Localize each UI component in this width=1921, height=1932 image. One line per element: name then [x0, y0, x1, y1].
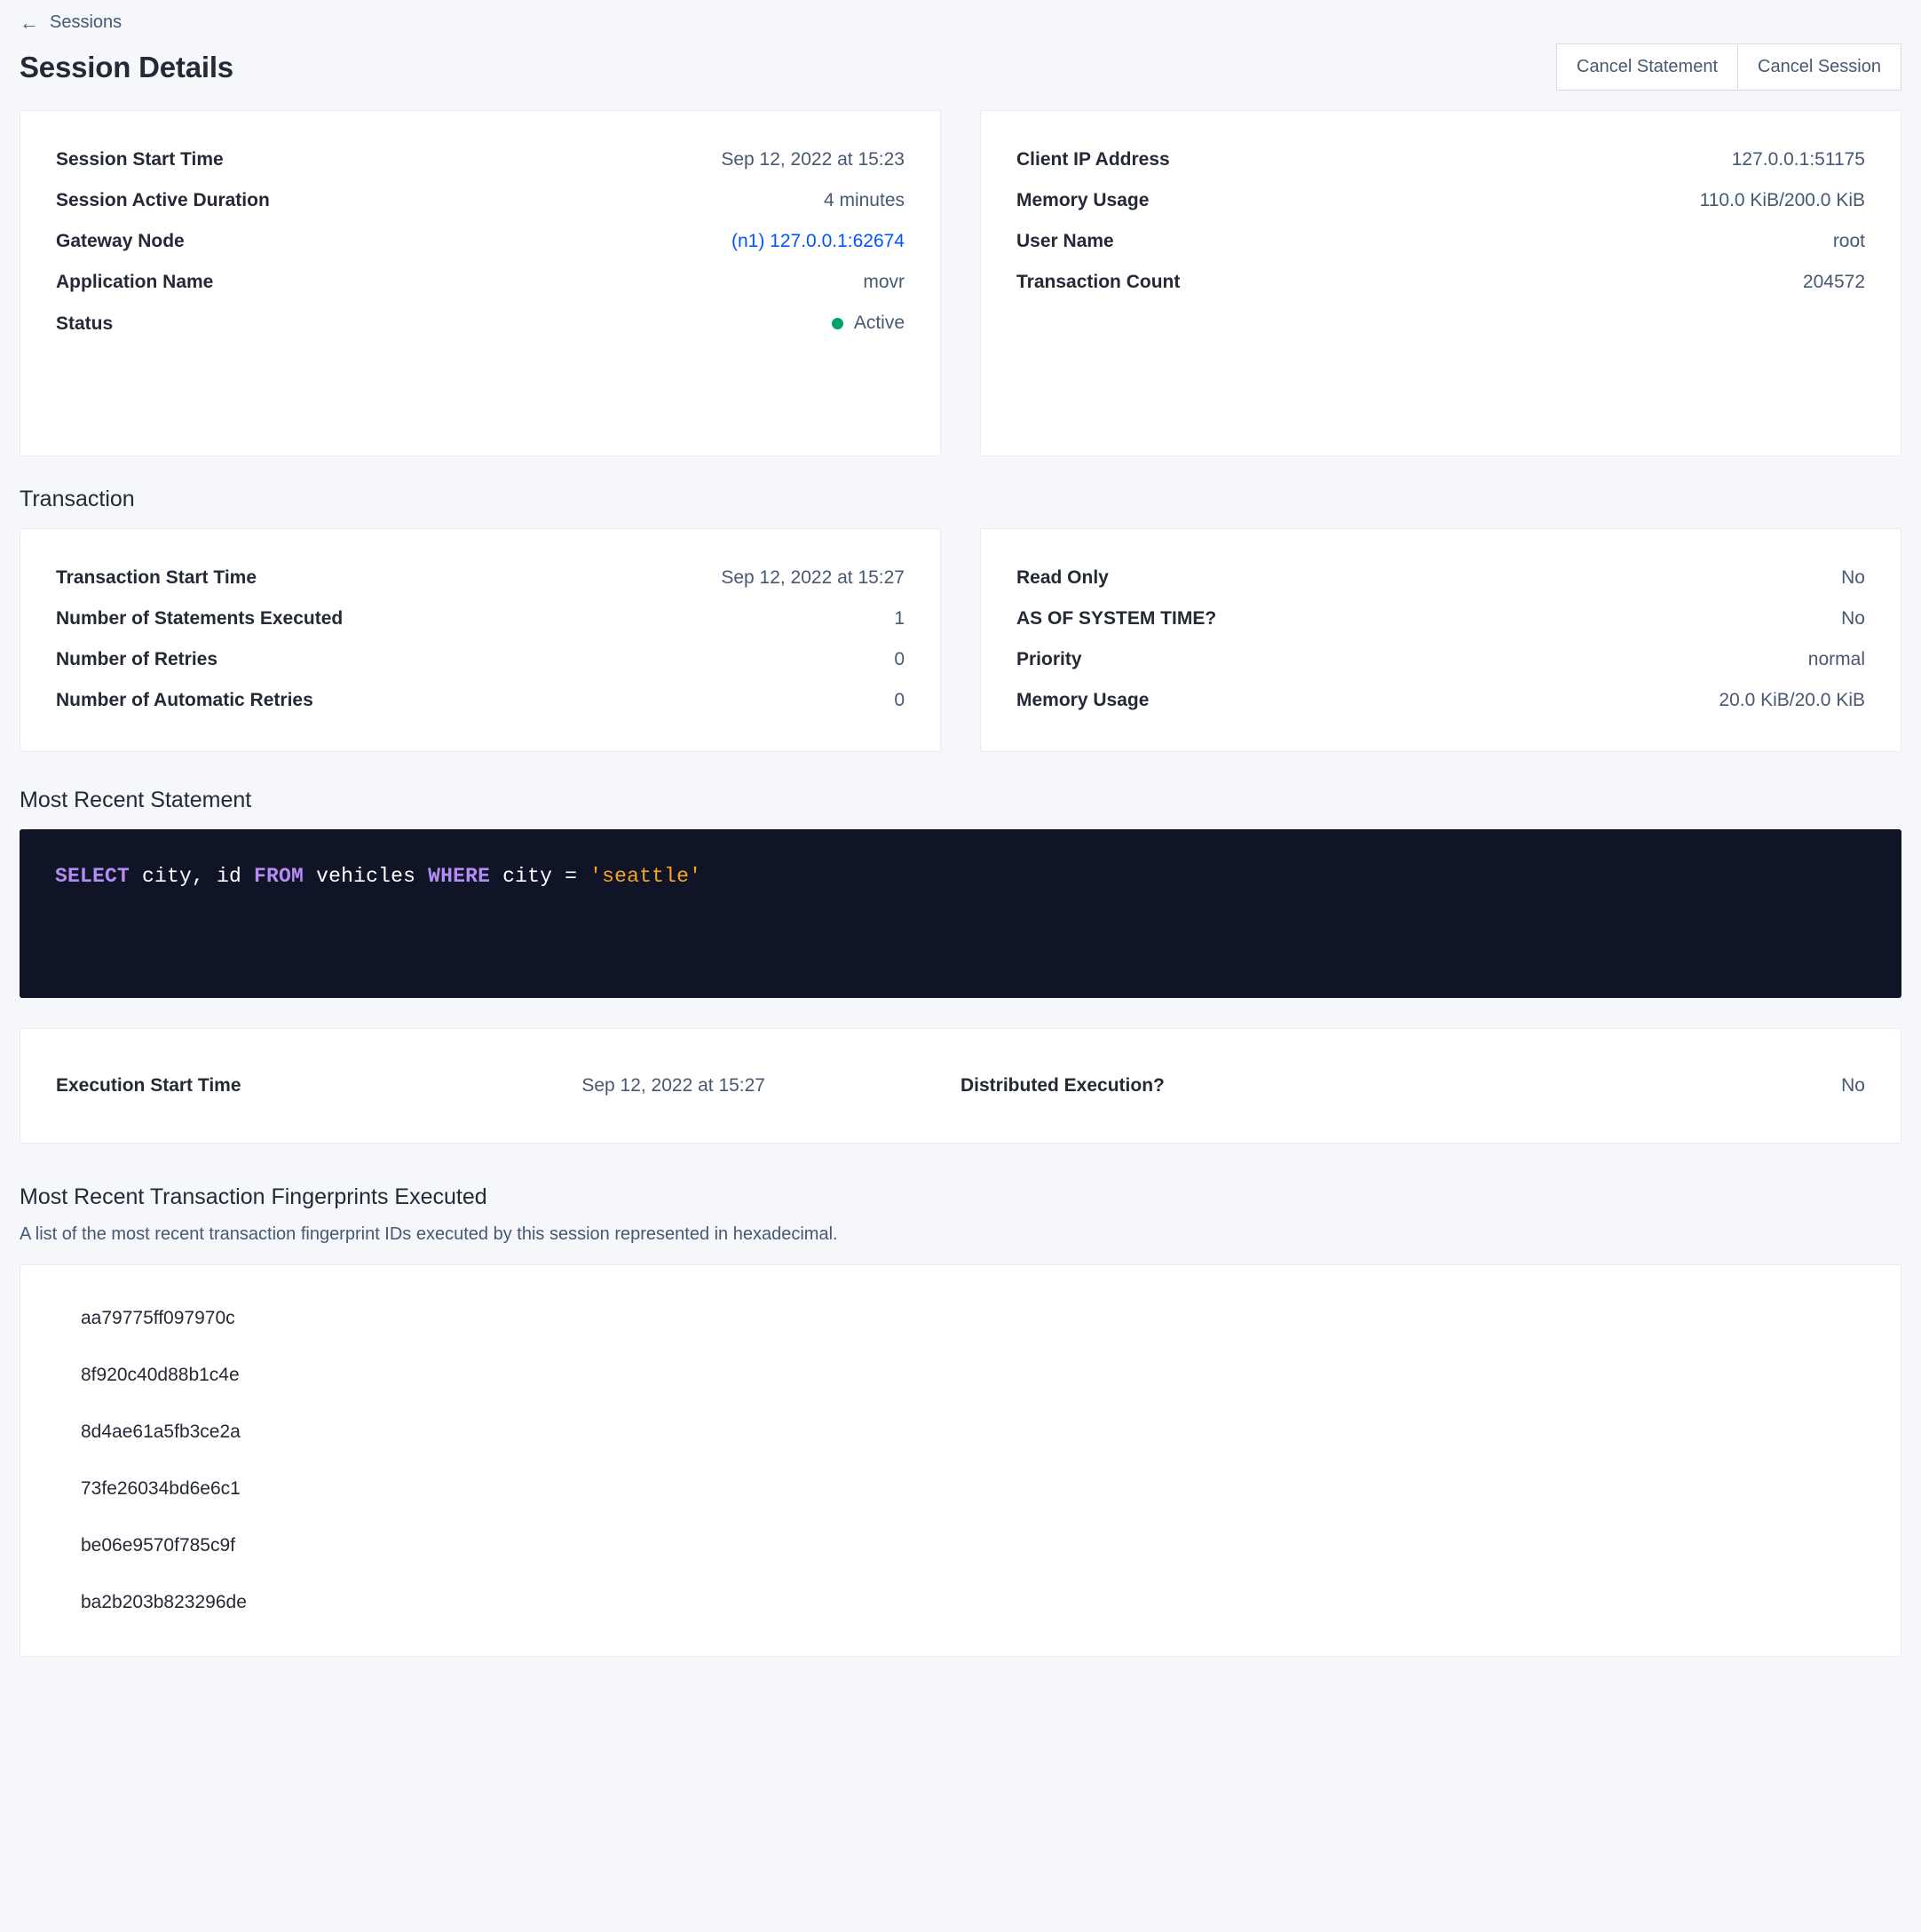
- session-start-time-value: Sep 12, 2022 at 15:23: [721, 149, 905, 170]
- sql-statement-box: [20, 829, 1901, 998]
- client-ip-row: [1016, 139, 1865, 180]
- fingerprints-list: [20, 1264, 1901, 1657]
- list-item: 73fe26034bd6e6c1: [81, 1478, 241, 1499]
- status-row: [56, 303, 905, 344]
- session-active-duration-value: 4 minutes: [823, 190, 905, 210]
- transaction-count-label: Transaction Count: [1016, 272, 1181, 292]
- transaction-start-time-label: Transaction Start Time: [56, 567, 257, 588]
- breadcrumb-sessions-link[interactable]: Sessions: [50, 12, 123, 32]
- sql-keyword-from: FROM: [254, 865, 304, 888]
- retries-label: Number of Retries: [56, 649, 218, 669]
- list-item: ba2b203b823296de: [81, 1592, 247, 1612]
- session-overview: [20, 110, 1901, 456]
- distributed-execution-value: No: [1841, 1075, 1865, 1096]
- statements-executed-row: [56, 598, 905, 639]
- priority-row: [1016, 639, 1865, 680]
- execution-start-time-label: Execution Start Time: [56, 1075, 241, 1096]
- session-details-card-left: [20, 110, 941, 456]
- read-only-label: Read Only: [1016, 567, 1109, 588]
- transaction-count-value: 204572: [1802, 272, 1865, 292]
- user-name-label: User Name: [1016, 231, 1114, 251]
- sql-string-literal: 'seattle': [589, 865, 702, 888]
- sql-keyword-where: WHERE: [428, 865, 491, 888]
- sql-keyword-select: SELECT: [55, 865, 130, 888]
- distributed-execution-row: [960, 1056, 1865, 1116]
- application-name-row: [56, 262, 905, 303]
- statements-executed-value: 1: [894, 608, 905, 629]
- user-name-row: [1016, 221, 1865, 262]
- gateway-node-link[interactable]: (n1) 127.0.0.1:62674: [731, 231, 905, 251]
- cancel-session-button[interactable]: Cancel Session: [1737, 44, 1901, 91]
- session-active-duration-label: Session Active Duration: [56, 190, 270, 210]
- transaction-memory-usage-row: [1016, 680, 1865, 721]
- read-only-value: No: [1841, 567, 1865, 588]
- memory-usage-row: [1016, 180, 1865, 221]
- session-active-duration-row: [56, 180, 905, 221]
- automatic-retries-value: 0: [894, 690, 905, 710]
- user-name-value: root: [1832, 231, 1865, 251]
- sql-columns: city, id: [130, 865, 255, 888]
- session-start-time-row: [56, 139, 905, 180]
- client-ip-value: 127.0.0.1:51175: [1731, 149, 1865, 170]
- header-actions: [1556, 44, 1901, 91]
- as-of-system-time-value: No: [1841, 608, 1865, 629]
- read-only-row: [1016, 558, 1865, 598]
- execution-card: [20, 1028, 1901, 1144]
- status-value: Active: [853, 313, 905, 333]
- status-label: Status: [56, 313, 114, 334]
- gateway-node-row: [56, 221, 905, 262]
- priority-value: normal: [1807, 649, 1865, 669]
- statements-executed-label: Number of Statements Executed: [56, 608, 344, 629]
- list-item: aa79775ff097970c: [81, 1308, 235, 1328]
- transaction-memory-usage-value: 20.0 KiB/20.0 KiB: [1719, 690, 1865, 710]
- transaction-card-right: [980, 528, 1901, 752]
- list-item: 8d4ae61a5fb3ce2a: [81, 1421, 241, 1442]
- sql-table: vehicles: [304, 865, 429, 888]
- page-header: [20, 36, 1901, 110]
- breadcrumb[interactable]: [20, 0, 1901, 36]
- retries-row: [56, 639, 905, 680]
- transaction-card-left: [20, 528, 941, 752]
- transaction-overview: [20, 528, 1901, 752]
- cancel-statement-button[interactable]: Cancel Statement: [1556, 44, 1737, 91]
- application-name-value: movr: [863, 272, 905, 292]
- fingerprints-description: A list of the most recent transaction fingerprint IDs executed by this session represented in hexadecimal.: [20, 1224, 838, 1244]
- session-start-time-label: Session Start Time: [56, 149, 224, 170]
- retries-value: 0: [894, 649, 905, 669]
- transaction-section-label: Transaction: [20, 487, 135, 511]
- status-dot-icon: [832, 318, 843, 329]
- as-of-system-time-label: AS OF SYSTEM TIME?: [1016, 608, 1217, 629]
- priority-label: Priority: [1016, 649, 1082, 669]
- sql-predicate: city =: [490, 865, 590, 888]
- memory-usage-label: Memory Usage: [1016, 190, 1150, 210]
- gateway-node-label: Gateway Node: [56, 231, 185, 251]
- application-name-label: Application Name: [56, 272, 214, 292]
- status-badge: [832, 313, 905, 334]
- execution-start-time-value: Sep 12, 2022 at 15:27: [581, 1075, 765, 1096]
- client-ip-label: Client IP Address: [1016, 149, 1170, 170]
- list-item: 8f920c40d88b1c4e: [81, 1365, 240, 1385]
- list-item: be06e9570f785c9f: [81, 1535, 235, 1556]
- distributed-execution-label: Distributed Execution?: [960, 1075, 1165, 1096]
- most-recent-statement-label: Most Recent Statement: [20, 788, 252, 812]
- transaction-memory-usage-label: Memory Usage: [1016, 690, 1150, 710]
- automatic-retries-label: Number of Automatic Retries: [56, 690, 313, 710]
- fingerprints-heading: Most Recent Transaction Fingerprints Executed: [20, 1184, 487, 1209]
- automatic-retries-row: [56, 680, 905, 721]
- session-details-card-right: [980, 110, 1901, 456]
- arrow-left-icon: ←: [20, 11, 39, 34]
- execution-start-time-row: [56, 1056, 960, 1116]
- transaction-start-time-row: [56, 558, 905, 598]
- transaction-count-row: [1016, 262, 1865, 303]
- page-title: Session Details: [20, 50, 233, 83]
- transaction-start-time-value: Sep 12, 2022 at 15:27: [721, 567, 905, 588]
- as-of-system-time-row: [1016, 598, 1865, 639]
- memory-usage-value: 110.0 KiB/200.0 KiB: [1699, 190, 1865, 210]
